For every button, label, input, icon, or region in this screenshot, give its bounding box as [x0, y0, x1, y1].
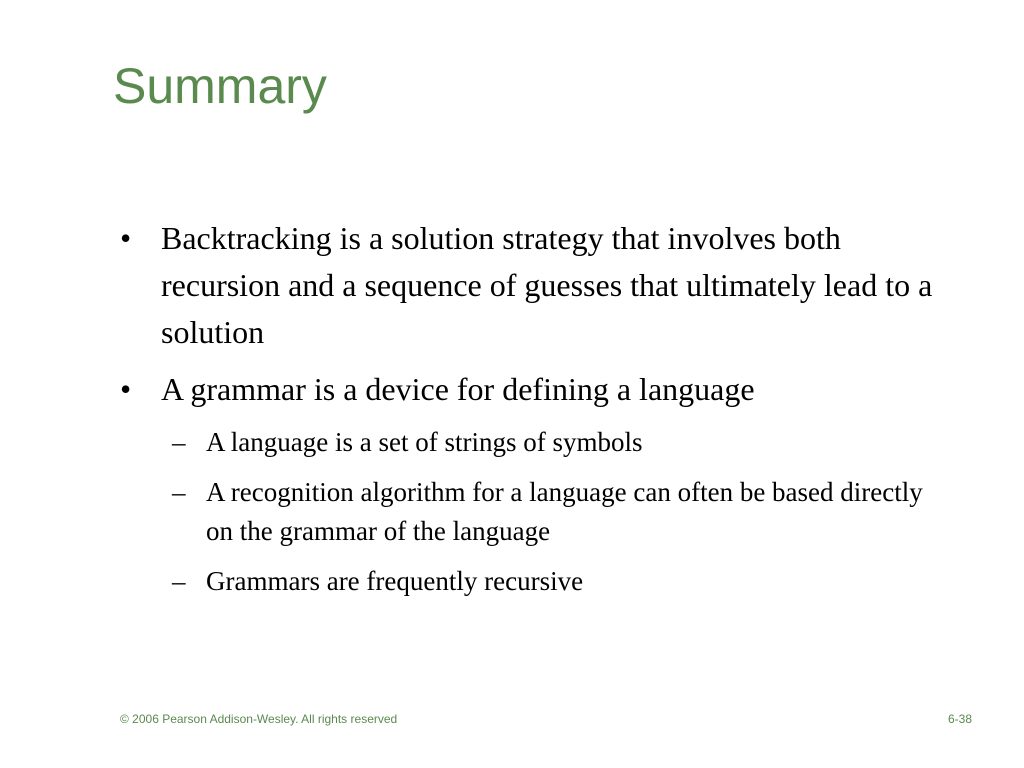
bullet-marker: • [120, 371, 132, 407]
sub-bullet-text: A recognition algorithm for a language can often be based directly on the grammar of the language [206, 477, 923, 546]
bullet-text: Backtracking is a solution strategy that involves both recursion and a sequence of guesses that ultimately lead to a solution [161, 220, 933, 350]
footer-copyright: © 2006 Pearson Addison-Wesley. All rights reserved [120, 712, 398, 726]
bullet-item [120, 215, 940, 356]
sub-bullet-marker: – [172, 427, 186, 457]
sub-bullet-marker: – [172, 477, 186, 507]
sub-bullet-text: Grammars are frequently recursive [206, 566, 584, 596]
sub-bullet-item [120, 423, 940, 462]
sub-bullet-text: A language is a set of strings of symbols [206, 427, 643, 457]
sub-bullet-marker: – [172, 566, 186, 596]
bullet-item [120, 366, 940, 413]
footer-page-number: 6-38 [947, 712, 972, 726]
sub-bullet-list [120, 423, 940, 601]
bullet-marker: • [120, 220, 132, 256]
sub-bullet-item [120, 562, 940, 601]
slide-title: Summary [113, 58, 327, 114]
bullet-text: A grammar is a device for defining a language [161, 371, 755, 407]
sub-bullet-item [120, 473, 940, 551]
slide-body [120, 215, 940, 612]
